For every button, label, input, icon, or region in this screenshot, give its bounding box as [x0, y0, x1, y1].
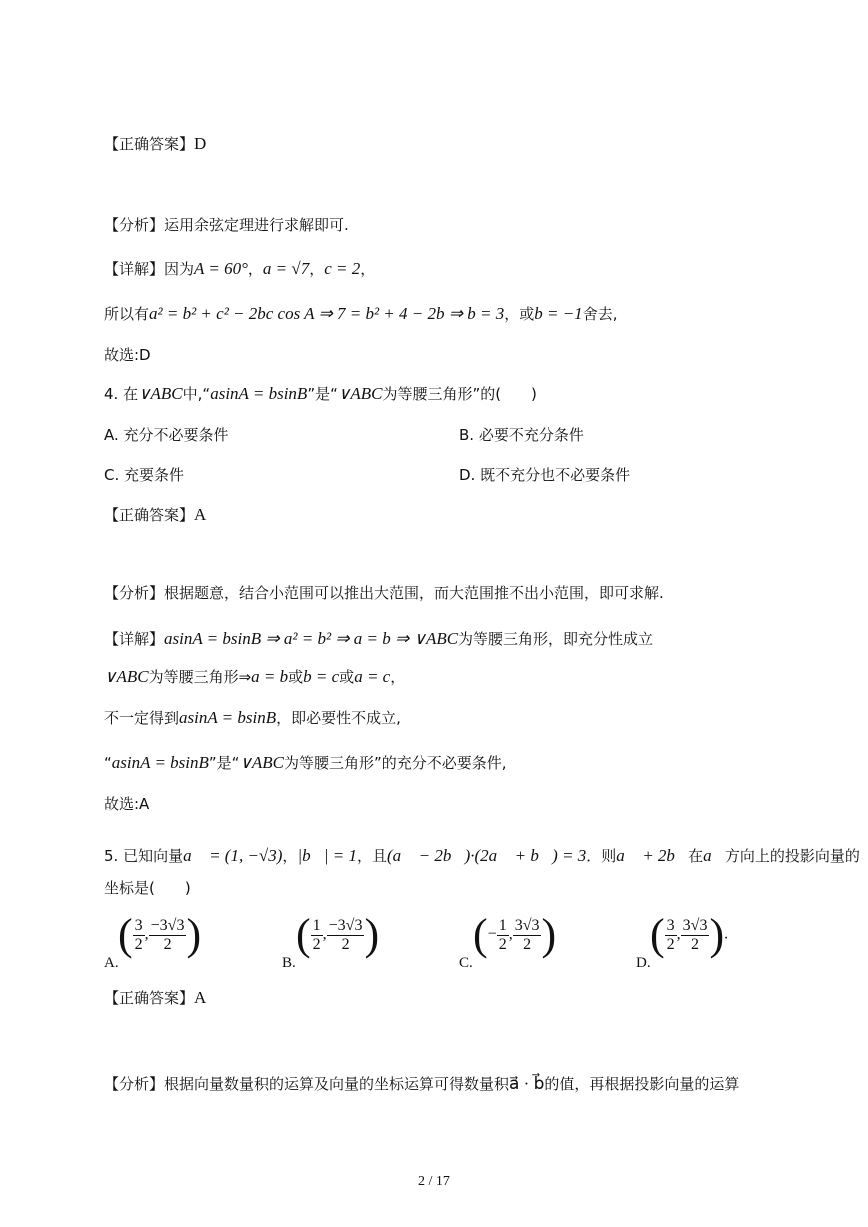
- math: (a⃗ − 2b⃗)·(2a⃗ + b⃗) = 3: [387, 846, 587, 865]
- question-4-stem: [104, 383, 537, 405]
- choice-label: B.: [282, 955, 296, 971]
- math: asinA = bsinB: [179, 708, 277, 727]
- option-b: B. 必要不充分条件: [459, 426, 584, 444]
- choice-label: A.: [104, 955, 119, 971]
- numerator: 1: [312, 916, 321, 934]
- math: asinA = bsinB ⇒ a² = b² ⇒ a = b ⇒ ∨ABC: [164, 629, 459, 648]
- answer-label: 【正确答案】: [104, 135, 195, 153]
- option-d: D. 既不充分也不必要条件: [459, 466, 631, 484]
- fraction: [513, 917, 542, 954]
- answer-value: A: [194, 988, 207, 1007]
- text: ”是“: [208, 754, 240, 772]
- detail-q4-line3: [104, 707, 401, 729]
- math: ∨ABC: [138, 384, 183, 403]
- fraction: [497, 917, 509, 954]
- text: ，且: [356, 847, 387, 865]
- math: a = √7: [262, 259, 310, 278]
- math: |b⃗| = 1: [297, 846, 357, 865]
- fraction: [327, 917, 365, 954]
- page-number: 2 / 17: [418, 1174, 450, 1189]
- answer-label: 【正确答案】: [104, 506, 195, 524]
- choose-q4: 故选:A: [104, 795, 150, 813]
- math: ∨ABC: [337, 384, 383, 403]
- text: 在: [688, 847, 704, 865]
- choice-body: ( $\frac{3}{2}$ , $\frac{3√3}{2}$ ).: [650, 910, 729, 959]
- math: a⃗ + 2b⃗: [616, 846, 689, 865]
- answer-q4: [104, 504, 206, 526]
- math: b = c: [303, 667, 340, 686]
- detail-label: 【详解】: [104, 630, 165, 648]
- math: a = b: [251, 667, 289, 686]
- math: a⃗ · b⃗: [509, 1074, 545, 1093]
- math: ∨ABC: [104, 667, 149, 686]
- text: 4. 在: [104, 385, 139, 403]
- text: 为等腰三角形”的( ): [382, 385, 537, 403]
- choice-label: C.: [459, 955, 473, 971]
- text: 的值，再根据投影向量的运算: [544, 1075, 740, 1093]
- answer-value: A: [194, 505, 207, 524]
- choose-q3: 故选:D: [104, 346, 151, 364]
- question-5-stem: 5. 已知向量a⃗ = (1, −√3)，|b⃗| = 1，且(a⃗ − 2b⃗)·(2a⃗ + b⃗) = 3．则a⃗ + 2b⃗在a⃗方向上的投影向量的: [104, 846, 860, 865]
- text: 舍去,: [582, 305, 618, 323]
- text: ”是“: [307, 385, 338, 403]
- detail-label: 【详解】: [104, 260, 165, 278]
- denominator: 2: [312, 935, 321, 953]
- text: 中,“: [182, 385, 211, 403]
- detail-q3-line1: 【详解】因为A = 60°，a = √7，c = 2，: [104, 259, 376, 278]
- numerator: −3√3: [150, 916, 185, 934]
- denominator: 2: [163, 935, 172, 953]
- fraction: [149, 917, 187, 954]
- fraction: [311, 917, 323, 954]
- text: “: [104, 754, 112, 772]
- fraction: [681, 917, 710, 954]
- text: 或: [339, 668, 355, 686]
- numerator: 3√3: [514, 916, 540, 934]
- math: asinA = bsinB: [210, 384, 308, 403]
- math: c = 2: [324, 259, 361, 278]
- numerator: 3: [134, 916, 143, 934]
- detail-q3-line2: [104, 303, 617, 325]
- analysis-q3: 【分析】运用余弦定理进行求解即可.: [104, 216, 349, 234]
- detail-q4-line4: [104, 752, 507, 774]
- text: 为等腰三角形，即充分性成立: [458, 630, 654, 648]
- numerator: 3√3: [682, 916, 708, 934]
- math: ∨ABC: [239, 753, 285, 772]
- text: 所以有: [104, 305, 150, 323]
- denominator: 2: [134, 935, 143, 953]
- detail-q4-line2: [104, 666, 405, 688]
- math: a = c: [354, 667, 391, 686]
- text: .: [724, 925, 729, 943]
- text: ，: [390, 668, 406, 686]
- math: a⃗ = (1, −√3): [183, 846, 283, 865]
- choice-body: ( $\frac{3}{2}$ , $\frac{-3√3}{2}$ ): [118, 910, 202, 959]
- answer-label: 【正确答案】: [104, 989, 195, 1007]
- detail-q4-line1: [104, 628, 653, 650]
- math: a² = b² + c² − 2bc cos A ⇒ 7 = b² + 4 − 2b ⇒ b = 3: [149, 304, 505, 323]
- denominator: 2: [523, 935, 532, 953]
- option-a: A. 充分不必要条件: [104, 426, 229, 444]
- answer-q5: [104, 987, 206, 1009]
- choice-body: (− $\frac{1}{2}$ , $\frac{3√3}{2}$ ): [473, 910, 557, 959]
- denominator: 2: [498, 935, 507, 953]
- text: 为等腰三角形”的充分不必要条件,: [284, 754, 507, 772]
- text: 或: [288, 668, 304, 686]
- choice-body: ( $\frac{1}{2}$ , $\frac{-3√3}{2}$ ): [296, 910, 380, 959]
- choice-label: D.: [636, 955, 651, 971]
- math: A = 60°: [194, 259, 248, 278]
- math: a⃗: [703, 846, 725, 865]
- sign: −: [487, 925, 497, 943]
- text: ，或: [504, 305, 535, 323]
- denominator: 2: [691, 935, 700, 953]
- text: ，即必要性不成立,: [276, 709, 401, 727]
- text: ．则: [586, 847, 617, 865]
- answer-value: D: [194, 134, 207, 153]
- fraction: [133, 917, 145, 954]
- numerator: 1: [498, 916, 507, 934]
- text: 方向上的投影向量的: [724, 847, 860, 865]
- math: b = −1: [534, 304, 583, 323]
- text: 5. 已知向量: [104, 847, 184, 865]
- text: 为等腰三角形⇒: [148, 668, 252, 686]
- denominator: 2: [341, 935, 350, 953]
- question-5-line2: 坐标是( ): [104, 879, 191, 897]
- math: asinA = bsinB: [111, 753, 209, 772]
- denominator: 2: [666, 935, 675, 953]
- text: 【分析】根据向量数量积的运算及向量的坐标运算可得数量积: [104, 1075, 510, 1093]
- text: 因为: [164, 260, 195, 278]
- option-c: C. 充要条件: [104, 466, 185, 484]
- numerator: 3: [666, 916, 675, 934]
- answer-q3: [104, 133, 206, 155]
- numerator: −3√3: [328, 916, 363, 934]
- analysis-q5: [104, 1073, 739, 1095]
- fraction: [665, 917, 677, 954]
- text: 不一定得到: [104, 709, 180, 727]
- analysis-q4: 【分析】根据题意，结合小范围可以推出大范围，而大范围推不出小范围，即可求解.: [104, 584, 664, 602]
